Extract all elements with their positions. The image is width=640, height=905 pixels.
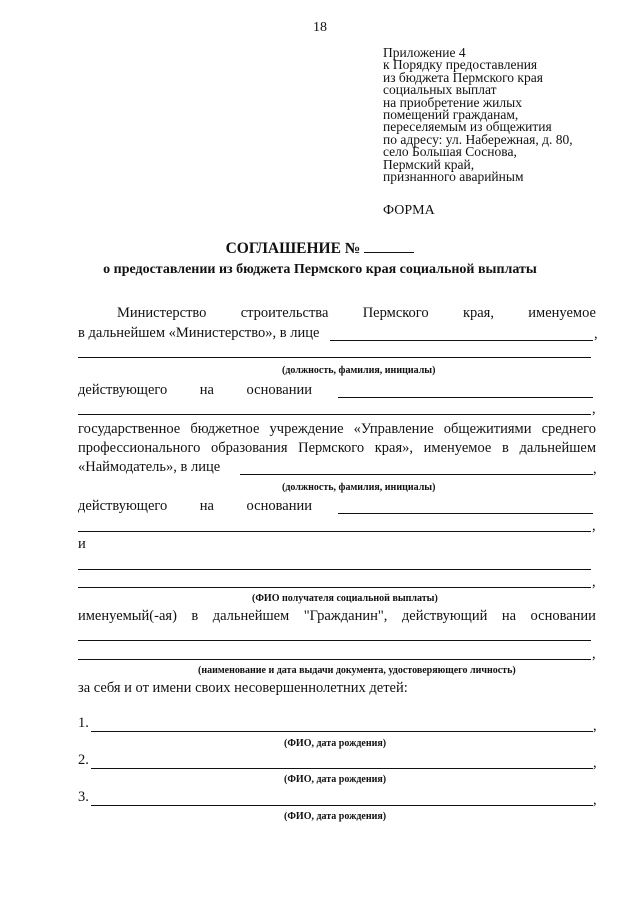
landlord-line-3: «Наймодатель», в лице — [78, 459, 221, 475]
word: именуемое — [528, 305, 596, 321]
comma: , — [592, 401, 596, 417]
landlord-line-2 — [78, 440, 596, 457]
word: Пермского — [362, 305, 429, 321]
word: края», — [374, 440, 414, 456]
comma: , — [592, 646, 596, 662]
ministry-line-2: в дальнейшем «Министерство», в лице — [78, 325, 320, 341]
child-2-caption: (ФИО, дата рождения) — [284, 774, 387, 785]
appendix-line: признанного аварийным — [383, 169, 524, 185]
word: на — [199, 382, 214, 398]
word: именуемое — [423, 440, 492, 456]
acting-line-2 — [78, 498, 312, 515]
landlord-basis-field[interactable] — [338, 513, 593, 514]
acting-line-1 — [78, 382, 312, 399]
appendix-line: село Большая Соснова, — [383, 144, 517, 160]
appendix-line: по адресу: ул. Набережная, д. 80, — [383, 131, 573, 147]
word: профессионального — [78, 440, 201, 456]
appendix-line: на приобретение жилых — [383, 94, 522, 110]
recipient-name-field[interactable] — [78, 569, 591, 570]
child-number: 2. — [78, 752, 89, 768]
appendix-line: социальных выплат — [383, 82, 497, 98]
children-intro: за себя и от имени своих несовершеннолетних детей: — [78, 680, 408, 696]
word: строительства — [240, 305, 329, 321]
word: учреждение — [269, 421, 344, 437]
word: среднего — [541, 421, 596, 437]
word: Пермского — [298, 440, 365, 456]
word: в — [501, 440, 509, 456]
comma: , — [593, 718, 597, 734]
child-3-field[interactable] — [91, 805, 593, 806]
comma: , — [593, 792, 597, 808]
child-1-field[interactable] — [91, 731, 593, 732]
appendix-line: Приложение 4 — [383, 45, 466, 60]
word: бюджетное — [190, 421, 260, 437]
child-2-field[interactable] — [91, 768, 593, 769]
word: края, — [462, 305, 494, 321]
child-3-caption: (ФИО, дата рождения) — [284, 811, 387, 822]
and-text: и — [78, 536, 86, 552]
recipient-caption: (ФИО получателя социальной выплаты) — [252, 593, 438, 604]
landlord-line-1 — [78, 421, 596, 438]
ministry-line-1 — [117, 305, 596, 322]
word: «Управление — [353, 421, 434, 437]
appendix-line: помещений гражданам, — [383, 107, 519, 123]
identity-caption: (наименование и дата выдачи документа, удостоверяющего личность) — [198, 665, 516, 676]
child-1-caption: (ФИО, дата рождения) — [284, 738, 387, 749]
comma: , — [594, 326, 598, 342]
word: общежитиями — [443, 421, 532, 437]
word: государственное — [78, 421, 181, 437]
ministry-representative-field[interactable] — [330, 340, 593, 341]
title-text: СОГЛАШЕНИЕ № — [225, 240, 361, 257]
position-caption-2: (должность, фамилия, инициалы) — [282, 482, 436, 493]
word: дальнейшем — [212, 608, 290, 624]
word: на — [501, 608, 517, 624]
word: дальнейшем — [519, 440, 596, 456]
comma: , — [592, 574, 596, 590]
form-label: ФОРМА — [383, 203, 435, 218]
word: действующего — [78, 498, 168, 514]
ministry-basis-field[interactable] — [338, 397, 593, 398]
appendix-block — [383, 47, 573, 183]
comma: , — [593, 461, 597, 477]
word: на — [199, 498, 214, 514]
word: основании — [246, 382, 312, 398]
word: действующего — [78, 382, 168, 398]
appendix-line: из бюджета Пермского края — [383, 69, 543, 85]
citizen-line — [78, 608, 596, 625]
document-title — [0, 239, 640, 258]
position-caption: (должность, фамилия, инициалы) — [282, 365, 436, 376]
child-number: 1. — [78, 715, 89, 731]
word: основании — [246, 498, 312, 514]
word: Министерство — [117, 305, 207, 321]
word: "Гражданин", — [303, 608, 388, 624]
identity-document-field[interactable] — [78, 640, 591, 641]
page-number: 18 — [313, 20, 327, 35]
agreement-number-blank[interactable] — [364, 239, 414, 253]
comma: , — [593, 755, 597, 771]
child-number: 3. — [78, 789, 89, 805]
word: действующий — [401, 608, 488, 624]
appendix-line: к Порядку предоставления — [383, 57, 538, 73]
word: основании — [530, 608, 596, 624]
document-subtitle: о предоставлении из бюджета Пермского края социальной выплаты — [103, 262, 537, 277]
identity-document-field-2[interactable] — [78, 659, 591, 660]
recipient-name-field-2[interactable] — [78, 587, 591, 588]
ministry-basis-field-2[interactable] — [78, 414, 591, 415]
ministry-representative-field-2[interactable] — [78, 357, 591, 358]
word: образования — [211, 440, 288, 456]
word: в — [191, 608, 199, 624]
landlord-representative-field[interactable] — [240, 474, 593, 475]
word: именуемый(-ая) — [78, 608, 177, 624]
landlord-basis-field-2[interactable] — [78, 531, 591, 532]
comma: , — [592, 518, 596, 534]
appendix-line: Пермский край, — [383, 156, 475, 172]
appendix-line: переселяемым из общежития — [383, 119, 552, 135]
